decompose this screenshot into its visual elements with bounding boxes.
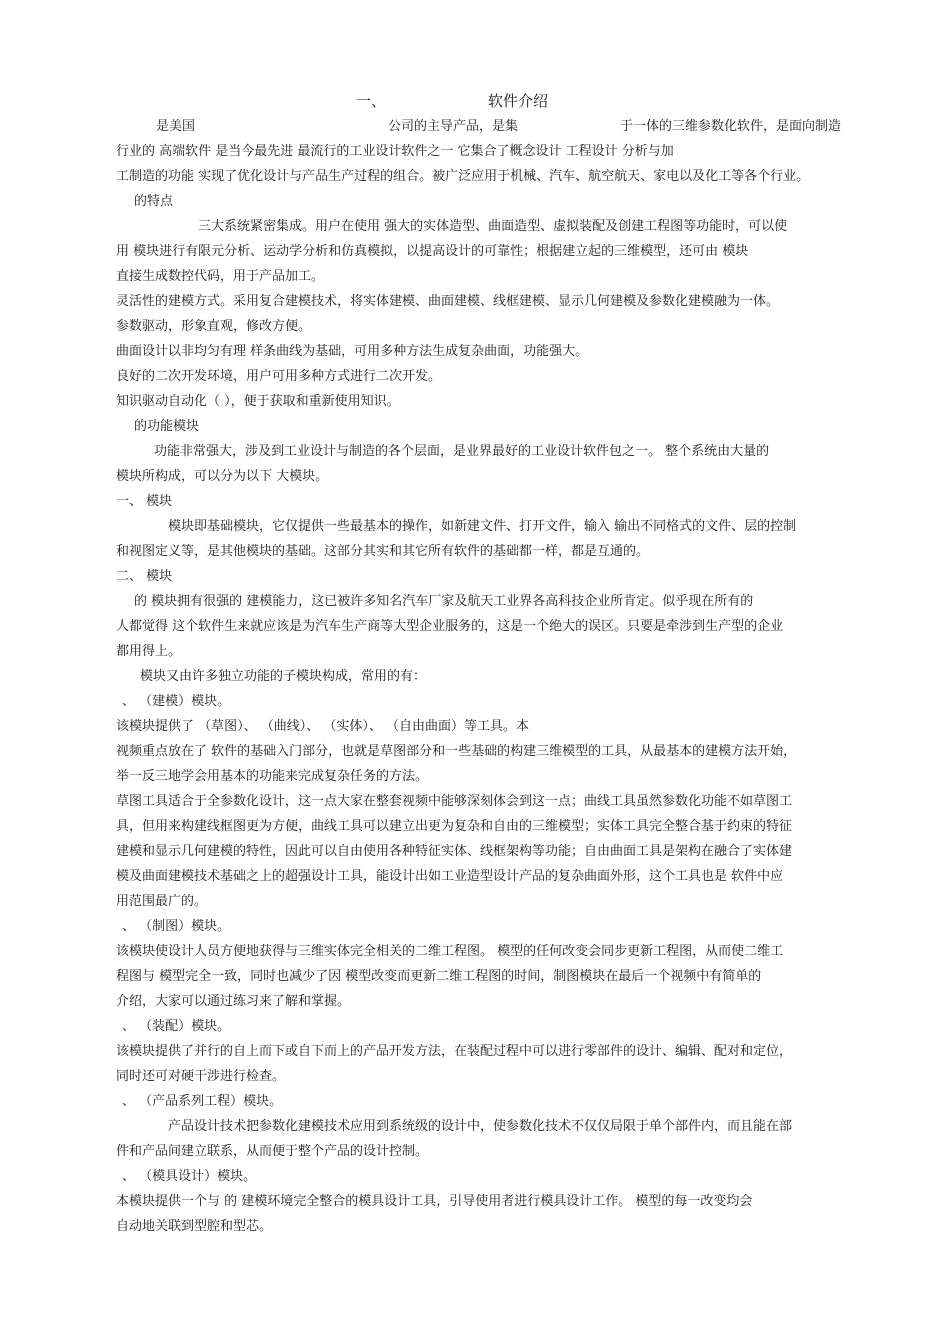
paragraph-line: 功能非常强大，涉及到工业设计与制造的各个层面，是业界最好的工业设计软件包之一。 整个系统由大量的: [154, 444, 770, 459]
paragraph-line: 都用得上。: [116, 644, 182, 659]
paragraph-line: 灵活性的建模方式。采用复合建模技术，将实体建模、曲面建模、线框建模、显示几何建模及参数化建模融为一体。: [116, 294, 780, 309]
section-number: 一、: [356, 92, 387, 110]
module-heading: 一、 模块: [116, 494, 173, 509]
paragraph-line: 模块又由许多独立功能的子模块构成，常用的有：: [140, 669, 427, 684]
paragraph-line: 曲面设计以非均匀有理 样条曲线为基础，可用多种方法生成复杂曲面，功能强大。: [116, 344, 589, 359]
paragraph-line: 草图工具适合于全参数化设计，这一点大家在整套视频中能够深刻体会到这一点；曲线工具虽然参数化功能不如草图工: [116, 794, 793, 809]
paragraph-line: 的 模块拥有很强的 建模能力，这已被许多知名汽车厂家及航天工业界各高科技企业所肯定。似乎现在所有的: [134, 594, 754, 609]
paragraph-line: 知识驱动自动化（ ），便于获取和重新使用知识。: [116, 394, 400, 409]
paragraph-line: 件和产品间建立联系，从而便于整个产品的设计控制。: [116, 1144, 429, 1159]
paragraph-line: 工制造的功能 实现了优化设计与产品生产过程的组合。被广泛应用于机械、汽车、航空航天、家电以及化工等各个行业。: [116, 169, 810, 184]
submodule-heading: 、 （模具设计）模块。: [122, 1169, 257, 1184]
paragraph-line: 人都觉得 这个软件生来就应该是为汽车生产商等大型企业服务的，这是一个绝大的误区。只要是牵涉到生产型的企业: [116, 619, 784, 634]
paragraph-line: 该模块使设计人员方便地获得与三维实体完全相关的二维工程图。 模型的任何改变会同步更新工程图，从而使二维工: [116, 944, 784, 959]
subheading: 的特点: [134, 194, 174, 209]
module-heading: 二、 模块: [116, 569, 173, 584]
submodule-heading: 、 （产品系列工程）模块。: [122, 1094, 283, 1109]
paragraph-line: 本模块提供一个与 的 建模环境完全整合的模具设计工具，引导使用者进行模具设计工作。 模型的每一改变均会: [116, 1194, 753, 1209]
paragraph-line: 建模和显示几何建模的特性，因此可以自由使用各种特征实体、线框架构等功能；自由曲面工具是架构在融合了实体建: [116, 844, 793, 859]
text-segment: 是美国: [156, 119, 196, 134]
paragraph-line: 程图与 模型完全一致，同时也减少了因 模型改变而更新二维工程图的时间，制图模块在最后一个视频中有简单的: [116, 969, 762, 984]
paragraph-line: 用范围最广的。: [116, 894, 208, 909]
paragraph-line: 和视图定义等，是其他模块的基础。这部分其实和其它所有软件的基础都一样，都是互通的。: [116, 544, 650, 559]
paragraph-line: 介绍，大家可以通过练习来了解和掌握。: [116, 994, 351, 1009]
paragraph-line: 用 模块进行有限元分析、运动学分析和仿真模拟，以提高设计的可靠性；根据建立起的三维模型，还可由 模块: [116, 244, 749, 259]
submodule-heading: 、 （装配）模块。: [122, 1019, 231, 1034]
submodule-heading: 、 （建模）模块。: [122, 694, 231, 709]
paragraph-line: 产品设计技术把参数化建模技术应用到系统级的设计中，使参数化技术不仅仅局限于单个部件内，而且能在部: [168, 1119, 793, 1134]
paragraph-line: 同时还可对硬干涉进行检查。: [116, 1069, 286, 1084]
paragraph-line: 参数驱动，形象直观，修改方便。: [116, 319, 312, 334]
paragraph-line: 视频重点放在了 软件的基础入门部分，也就是草图部分和一些基础的构建三维模型的工具，从最基本的建模方法开始，: [116, 744, 797, 759]
paragraph-line: 模块所构成，可以分为以下 大模块。: [116, 469, 329, 484]
text-segment: 于一体的三维参数化软件，是面向制造: [620, 119, 842, 134]
section-heading: 软件介绍: [488, 92, 549, 110]
paragraph-line: 良好的二次开发环境，用户可用多种方式进行二次开发。: [116, 369, 442, 384]
paragraph-line: 该模块提供了 （草图）、 （曲线）、 （实体）、 （自由曲面）等工具。本: [116, 719, 530, 734]
paragraph-line: 直接生成数控代码，用于产品加工。: [116, 269, 325, 284]
paragraph-line: 自动地关联到型腔和型芯。: [116, 1219, 273, 1234]
paragraph-line: 行业的 高端软件 是当今最先进 最流行的工业设计软件之一 它集合了概念设计 工程设计 分析与加: [116, 144, 674, 159]
subheading: 的功能模块: [134, 419, 200, 434]
paragraph-line: 举一反三地学会用基本的功能来完成复杂任务的方法。: [116, 769, 429, 784]
paragraph-line: 三大系统紧密集成。用户在使用 强大的实体造型、曲面造型、虚拟装配及创建工程图等功能时，可以使: [198, 219, 788, 234]
text-segment: 公司的主导产品，是集: [388, 119, 519, 134]
submodule-heading: 、 （制图）模块。: [122, 919, 231, 934]
paragraph-line: 具，但用来构建线框图更为方便，曲线工具可以建立出更为复杂和自由的三维模型；实体工具完全整合基于约束的特征: [116, 819, 793, 834]
paragraph-line: 该模块提供了并行的自上而下或自下而上的产品开发方法，在装配过程中可以进行零部件的设计、编辑、配对和定位，: [116, 1044, 793, 1059]
paragraph-line: 模及曲面建模技术基础之上的超强设计工具，能设计出如工业造型设计产品的复杂曲面外形，这个工具也是 软件中应: [116, 869, 784, 884]
paragraph-line: 模块即基础模块，它仅提供一些最基本的操作，如新建文件、打开文件，输入 输出不同格式的文件、层的控制: [168, 519, 797, 534]
